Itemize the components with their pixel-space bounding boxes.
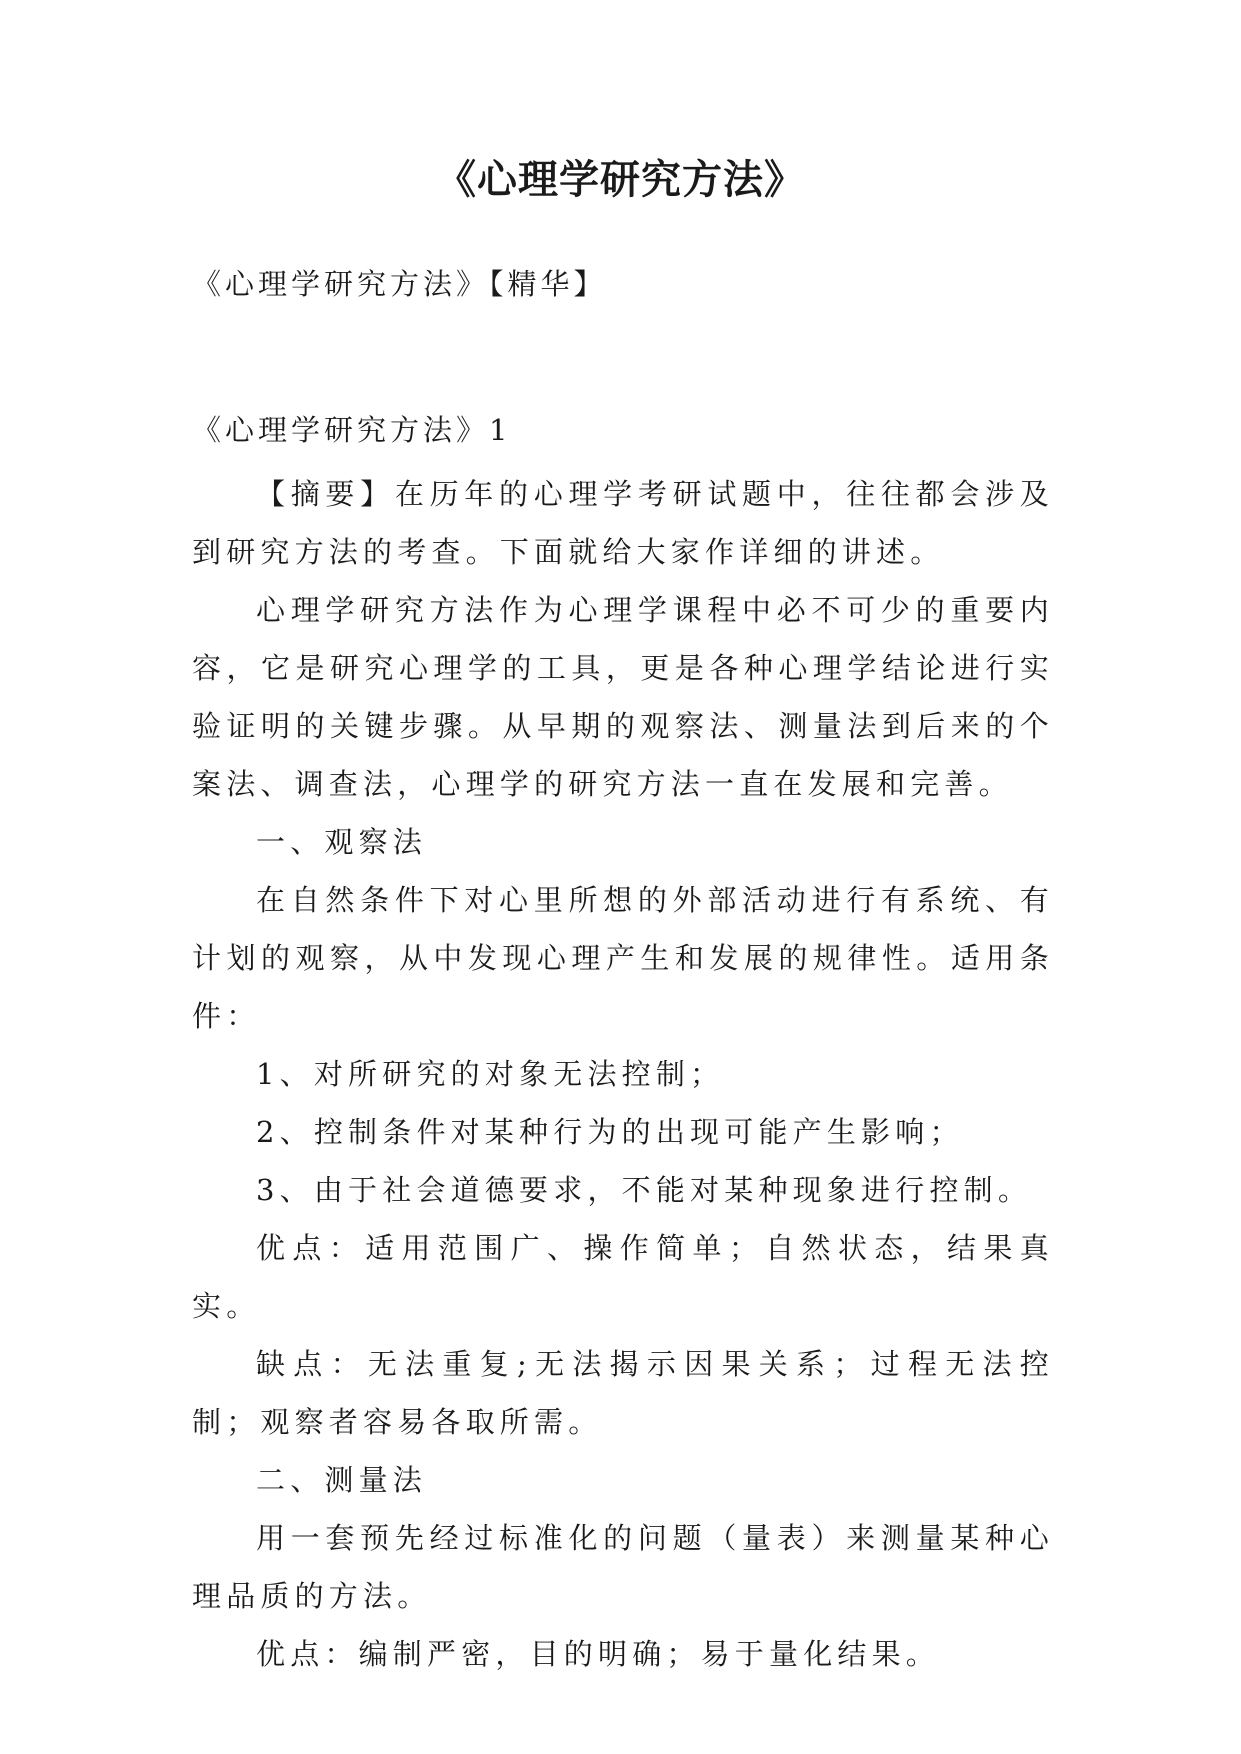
heading-observation-method: 一、观察法 — [256, 825, 428, 859]
paragraph-abstract: 【摘要】在历年的心理学考研试题中，往往都会涉及到研究方法的考查。下面就给大家作详细的讲述。 — [192, 477, 1054, 569]
heading-measurement-method: 二、测量法 — [256, 1463, 428, 1497]
list-item-condition-3: 3、由于社会道德要求，不能对某种现象进行控制。 — [256, 1173, 1033, 1207]
paragraph-observation-advantages: 优点：适用范围广、操作简单；自然状态，结果真实。 — [192, 1231, 1054, 1323]
list-item-condition-2: 2、控制条件对某种行为的出现可能产生影响； — [256, 1115, 964, 1149]
section-heading: 《心理学研究方法》1 — [192, 413, 512, 447]
paragraph-observation-definition: 在自然条件下对心里所想的外部活动进行有系统、有计划的观察，从中发现心理产生和发展的规律性。适用条件： — [192, 883, 1054, 1033]
document-body — [192, 465, 1054, 1683]
paragraph-observation-disadvantages: 缺点：无法重复;无法揭示因果关系；过程无法控制；观察者容易各取所需。 — [192, 1347, 1054, 1439]
document-title: 《心理学研究方法》 — [436, 156, 805, 203]
paragraph-measurement-advantages: 优点：编制严密，目的明确；易于量化结果。 — [256, 1637, 941, 1671]
paragraph-intro: 心理学研究方法作为心理学课程中必不可少的重要内容，它是研究心理学的工具，更是各种心理学结论进行实验证明的关键步骤。从早期的观察法、测量法到后来的个案法、调查法，心理学的研究方法一直在发展和完善。 — [192, 593, 1054, 801]
paragraph-measurement-definition: 用一套预先经过标准化的问题（量表）来测量某种心理品质的方法。 — [192, 1521, 1054, 1613]
list-item-condition-1: 1、对所研究的对象无法控制； — [256, 1057, 725, 1091]
document-subtitle: 《心理学研究方法》【精华】 — [192, 267, 607, 301]
